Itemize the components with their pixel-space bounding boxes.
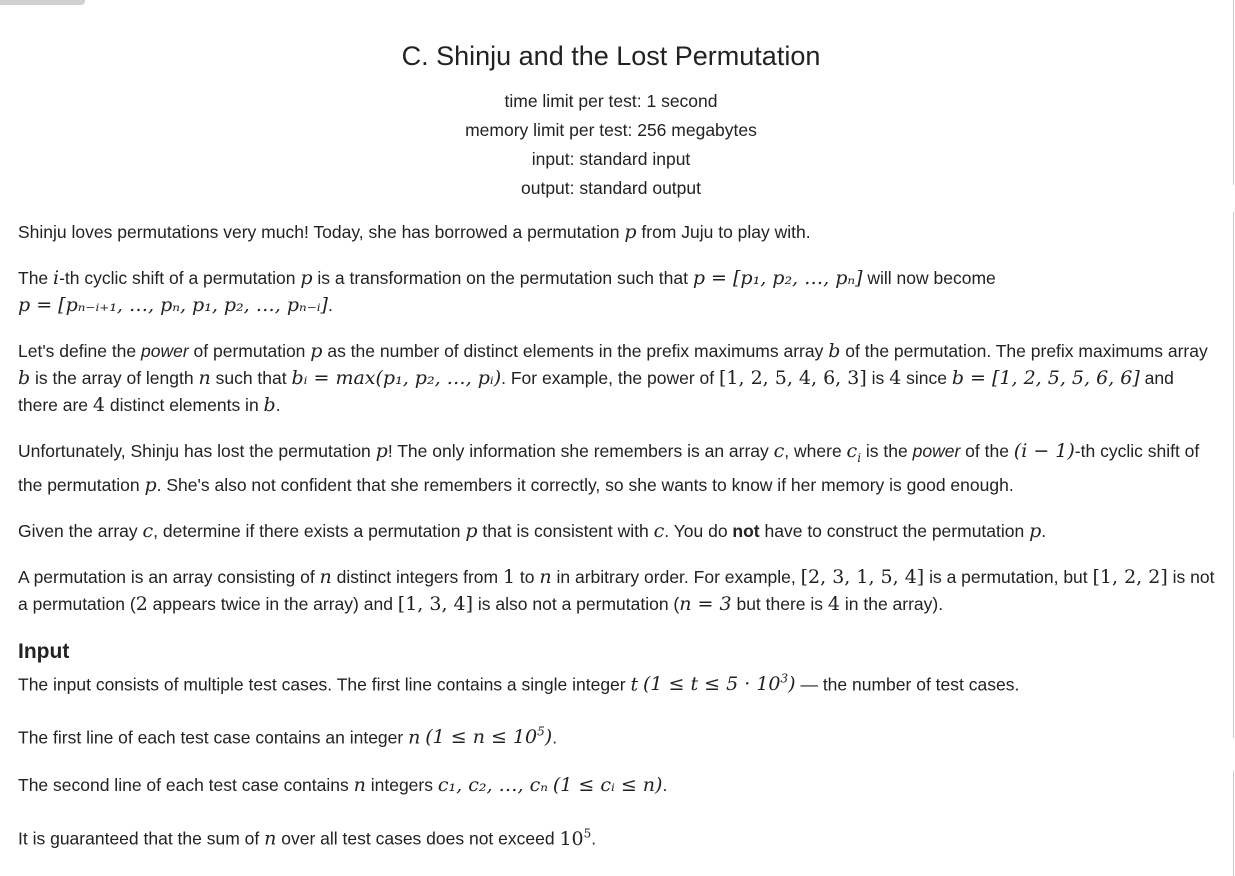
top-tab-decoration — [0, 0, 85, 5]
statement-paragraph-6: A permutation is an array consisting of n distinct integers from 1 to n in arbitrary order. For example, [2, 3, 1, 5, 4] is a permutation, but [1, 2, 2] is not a permutation (2 appears twice in the array) and [1, 3, 4] is also not a permutation (n = 3 but there is 4 in the array). — [18, 565, 1215, 615]
statement-paragraph-5: Given the array c, determine if there exists a permutation p that is consistent with c. You do not have to construct the permutation p. — [18, 519, 1047, 542]
time-limit: time limit per test: 1 second — [504, 91, 718, 111]
input-line-2: The first line of each test case contains an integer n $(1 \le n \le 10^5)$. — [18, 725, 558, 749]
memory-limit: memory limit per test: 256 megabytes — [465, 120, 757, 140]
input-line-4: It is guaranteed that the sum of n over all test cases does not exceed $10^5$. — [18, 826, 597, 850]
input-spec: input: standard input — [531, 149, 691, 169]
statement-paragraph-2: The i-th cyclic shift of a permutation p is a transformation on the permutation such that p = [p₁, p₂, …, pₙ] will now become p = [pₙ₋ᵢ₊₁, …, pₙ, p₁, p₂, …, pₙ₋ᵢ]. — [18, 267, 996, 316]
statement-paragraph-4: Unfortunately, Shinju has lost the permutation p! The only information she remembers is an array c, where $c_i$ is the power of the (i − 1)-th cyclic shift of the permutation p. She's also not confident that she remembers it correctly, so she wants to know if her memory is good enough. — [18, 440, 1200, 496]
problem-title: C. Shinju and the Lost Permutation — [401, 41, 821, 71]
right-divider-bottom — [1233, 771, 1234, 876]
problem-statement — [18, 219, 1218, 874]
output-spec: output: standard output — [521, 178, 701, 198]
right-divider-middle — [1233, 212, 1234, 738]
input-line-3: The second line of each test case contains n integers c₁, c₂, …, cₙ (1 ≤ cᵢ ≤ n). — [18, 774, 668, 797]
statement-paragraph-3: Let's define the power of permutation p as the number of distinct elements in the prefix maximums array b of the permutation. The prefix maximums array b is the array of length n such that bᵢ = max(p₁, p₂, …, pᵢ). For example, the power of [1, 2, 5, 4, 6, 3] is 4 since b = [1, 2, 5, 5, 6, 6] and there are 4 distinct elements in b. — [18, 340, 1208, 416]
input-line-1: The input consists of multiple test cases. The first line contains a single integer t $(1 \le t \le 5 \cdot 10^3)$ — the number of test cases. — [18, 671, 1020, 696]
input-section-title: Input — [18, 639, 70, 663]
statement-paragraph-1: Shinju loves permutations very much! Today, she has borrowed a permutation p from Juju to play with. — [18, 221, 811, 243]
right-divider-top — [1233, 0, 1234, 185]
problem-header — [0, 38, 1222, 203]
